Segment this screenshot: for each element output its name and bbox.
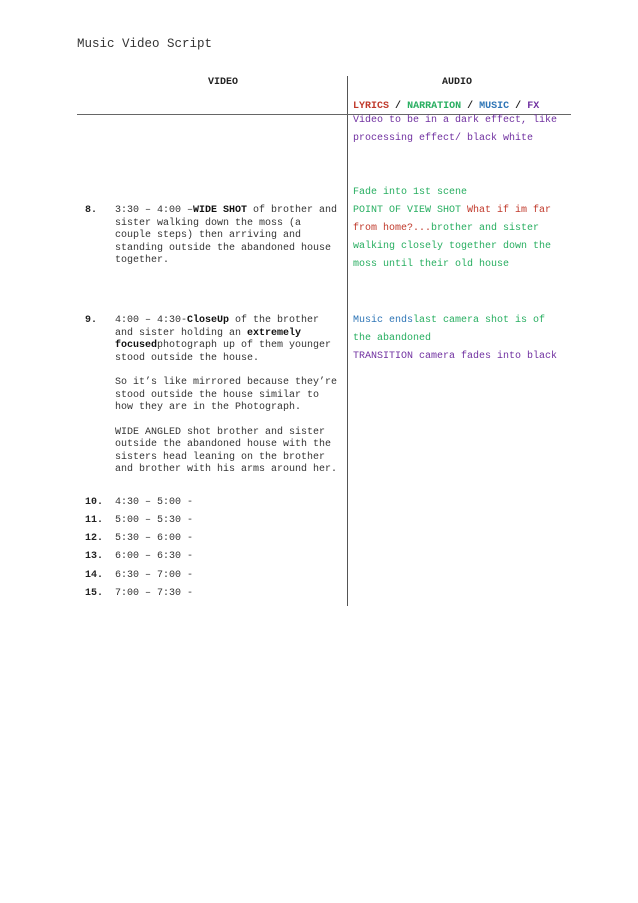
row-9-para-3: WIDE ANGLED shot brother and sister outside the abandoned house with the sisters head leaning on the brother and brother with his arms around her.	[115, 426, 338, 475]
legend-lyrics: LYRICS	[353, 101, 390, 112]
row-time: 7:00 – 7:30 -	[115, 588, 194, 599]
row-9-text-a: of the brother and sister holding an	[115, 315, 320, 339]
legend-separator: /	[395, 101, 402, 112]
row-number: 8.	[85, 205, 98, 216]
row-9-emphasis: extremely focused	[115, 327, 302, 351]
legend-fx: FX	[527, 101, 540, 112]
row-number: 9.	[85, 315, 98, 326]
row-number: 15.	[85, 588, 104, 599]
row-9-music: Music ends	[353, 315, 414, 326]
row-8-lyric: What if im far from home?...	[353, 205, 552, 234]
row-time: 4:30 – 5:00 -	[115, 497, 194, 508]
row-number: 10.	[85, 497, 104, 508]
row-8-time: 3:30 – 4:00 –	[115, 205, 194, 216]
row-time: 6:30 – 7:00 -	[115, 570, 194, 581]
video-column-header: VIDEO	[208, 77, 239, 88]
legend-separator: /	[467, 101, 474, 112]
row-number: 12.	[85, 533, 104, 544]
audio-legend	[353, 101, 539, 112]
audio-column-header: AUDIO	[442, 77, 473, 88]
row-9-narration: last camera shot is of the abandoned	[353, 315, 546, 344]
row-9-text-b: photograph up of them younger stood outside the house.	[115, 340, 332, 364]
row-9-para-2: So it’s like mirrored because they’re stood outside the house similar to how they are in the Photograph.	[115, 377, 338, 413]
row-number: 13.	[85, 551, 104, 562]
page-title: Music Video Script	[77, 37, 213, 51]
audio-fade-narration: Fade into 1st scene	[353, 187, 468, 198]
row-time: 5:30 – 6:00 -	[115, 533, 194, 544]
legend-music: MUSIC	[479, 101, 510, 112]
row-9-video	[115, 315, 343, 477]
column-divider	[347, 76, 348, 606]
row-8-shot: WIDE SHOT	[193, 205, 248, 216]
row-number: 11.	[85, 515, 104, 526]
row-9-shot: CloseUp	[187, 315, 230, 326]
legend-separator: /	[515, 101, 522, 112]
row-9-transition: TRANSITION camera fades into black	[353, 351, 558, 362]
row-9-time: 4:00 – 4:30-	[115, 315, 188, 326]
row-8-audio	[353, 202, 568, 274]
row-8-narration: brother and sister walking closely together down the moss until their old house	[353, 223, 552, 270]
row-number: 14.	[85, 570, 104, 581]
row-8-description: of brother and sister walking down the moss (a couple steps) then arriving and standing outside the abandoned house together.	[115, 205, 338, 266]
legend-narration: NARRATION	[407, 101, 462, 112]
audio-intro-fx: Video to be in a dark effect, like processing effect/ black white	[353, 115, 558, 144]
row-time: 6:00 – 6:30 -	[115, 551, 194, 562]
row-9-para-1	[115, 315, 343, 365]
row-8-video	[115, 205, 343, 268]
row-time: 5:00 – 5:30 -	[115, 515, 194, 526]
row-9-audio	[353, 312, 568, 366]
row-8-pov: POINT OF VIEW SHOT	[353, 205, 462, 216]
